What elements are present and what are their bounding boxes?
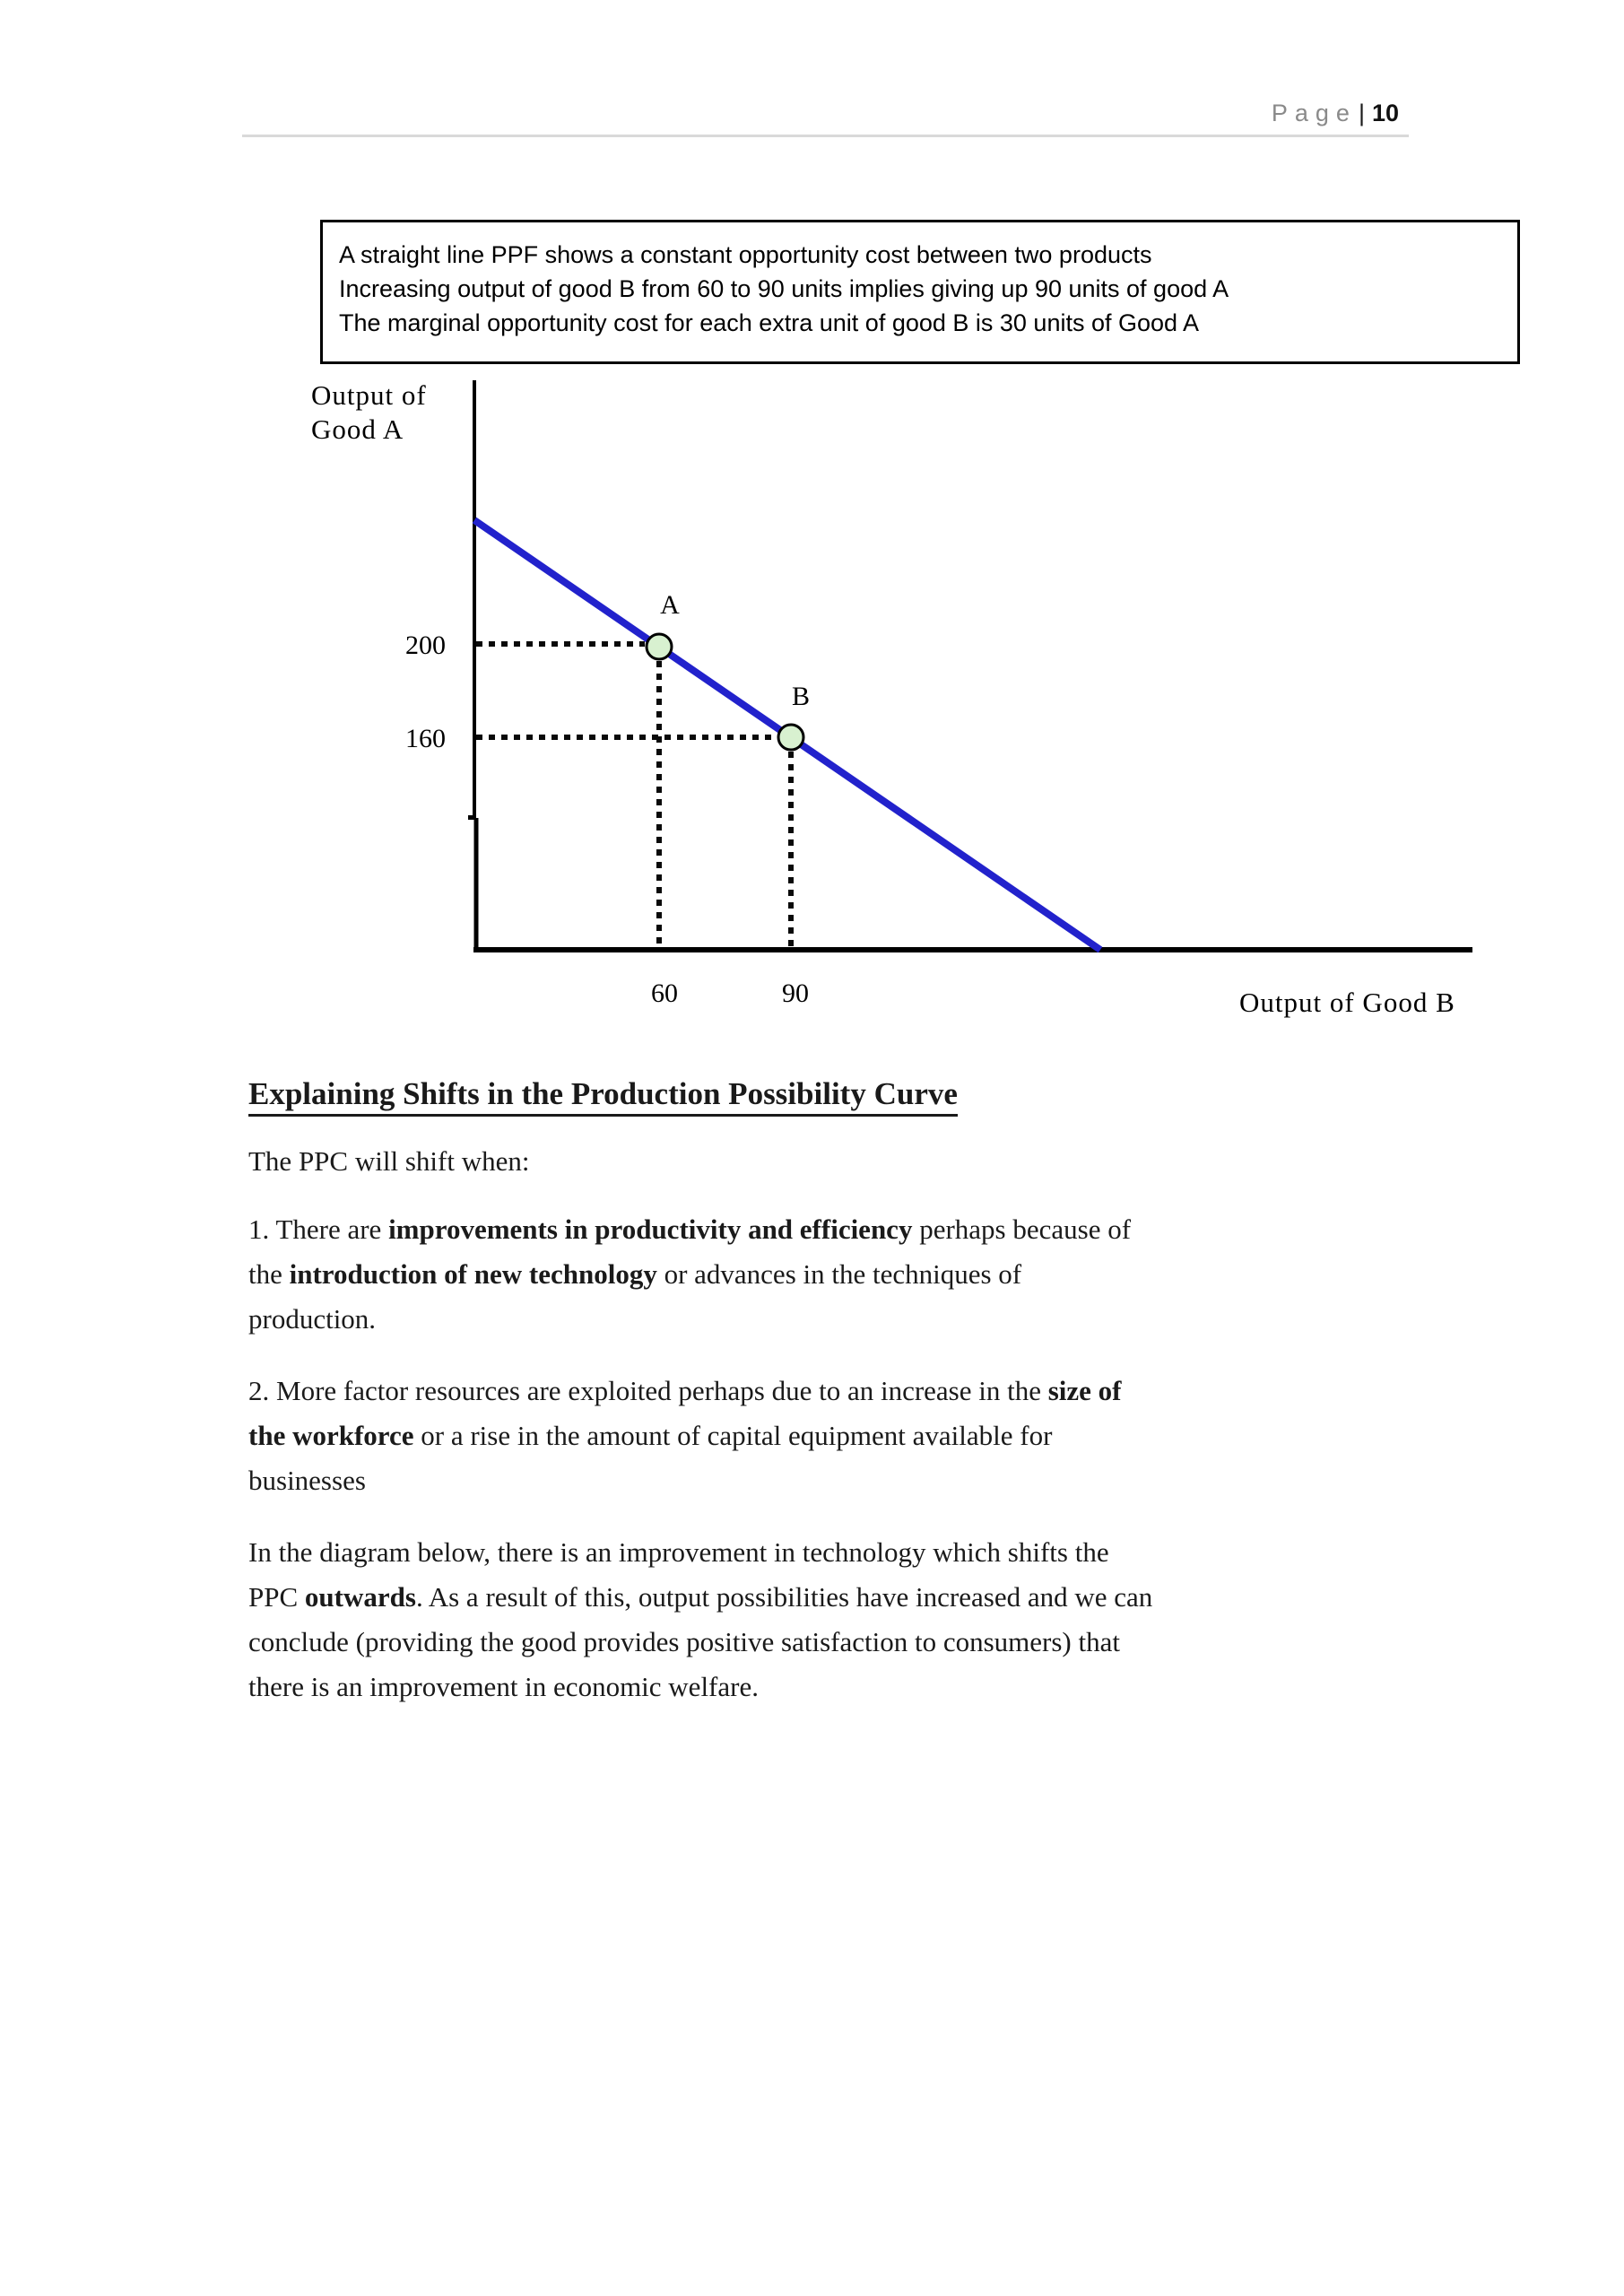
text-line [248,1139,1414,1184]
text-line [248,1252,1414,1297]
section-heading [248,1074,958,1114]
text-line [248,1665,1414,1709]
text-segment: production. [248,1303,377,1335]
bold-segment: the workforce [248,1420,414,1451]
bold-segment: improvements in productivity and efficiency [388,1213,913,1245]
bold-segment: introduction of new technology [289,1258,657,1290]
text-line [248,1297,1414,1342]
x-tick-60: 60 [651,978,678,1008]
text-segment: PPC [248,1581,305,1613]
y-axis-label-line-2: Good A [311,413,404,445]
bold-segment: outwards [304,1581,416,1613]
text-line [248,1207,1414,1252]
paragraph-3 [248,1530,1414,1709]
x-tick-90: 90 [782,978,809,1008]
y-tick-160: 160 [405,724,446,753]
text-line [248,1413,1414,1458]
text-segment: conclude (providing the good provides positive satisfaction to consumers) that [248,1626,1120,1657]
text-segment: 2. More factor resources are exploited perhaps due to an increase in the [248,1375,1048,1406]
page-number: 10 [1371,100,1399,126]
point-b-label: B [791,682,811,711]
intro-paragraph [248,1139,1414,1184]
info-box-line-3: The marginal opportunity cost for each extra unit of good B is 30 units of Good A [339,309,1200,336]
y-tick-200: 200 [405,631,446,660]
point-a-label: A [660,590,680,620]
section-heading-text: Explaining Shifts in the Production Possibility Curve [248,1076,958,1117]
text-segment: In the diagram below, there is an improvement in technology which shifts the [248,1536,1109,1568]
paragraph-2 [248,1369,1414,1503]
intro-text: The PPC will shift when: [248,1145,530,1177]
paragraph-1 [248,1207,1414,1342]
point-a-marker [647,634,672,659]
text-line [248,1369,1414,1413]
text-segment: the [248,1258,290,1290]
text-segment: there is an improvement in economic welfare. [248,1671,759,1702]
page-label: Page [1271,100,1357,126]
y-axis-notch [468,815,474,820]
y-axis-label-line-1: Output of [311,379,427,411]
bold-segment: size of [1047,1375,1122,1406]
info-box-line-2: Increasing output of good B from 60 to 90 units implies giving up 90 units of good A [339,275,1229,302]
text-line [248,1458,1414,1503]
text-segment: perhaps because of [912,1213,1132,1245]
text-segment: 1. There are [248,1213,389,1245]
page-header [0,95,1399,131]
text-segment: or advances in the techniques of [656,1258,1022,1290]
header-rule [242,135,1409,137]
text-line [248,1530,1414,1575]
page-separator: | [1358,100,1365,126]
text-segment: businesses [248,1465,366,1496]
x-axis-label: Output of Good B [1239,987,1455,1018]
text-segment: or a rise in the amount of capital equipment available for [413,1420,1053,1451]
text-segment: . As a result of this, output possibilities have increased and we can [415,1581,1153,1613]
point-b-marker [778,725,803,750]
info-box-line-1: A straight line PPF shows a constant opportunity cost between two products [339,241,1152,268]
text-line [248,1620,1414,1665]
text-line [248,1575,1414,1620]
ppf-chart [251,341,1551,1058]
